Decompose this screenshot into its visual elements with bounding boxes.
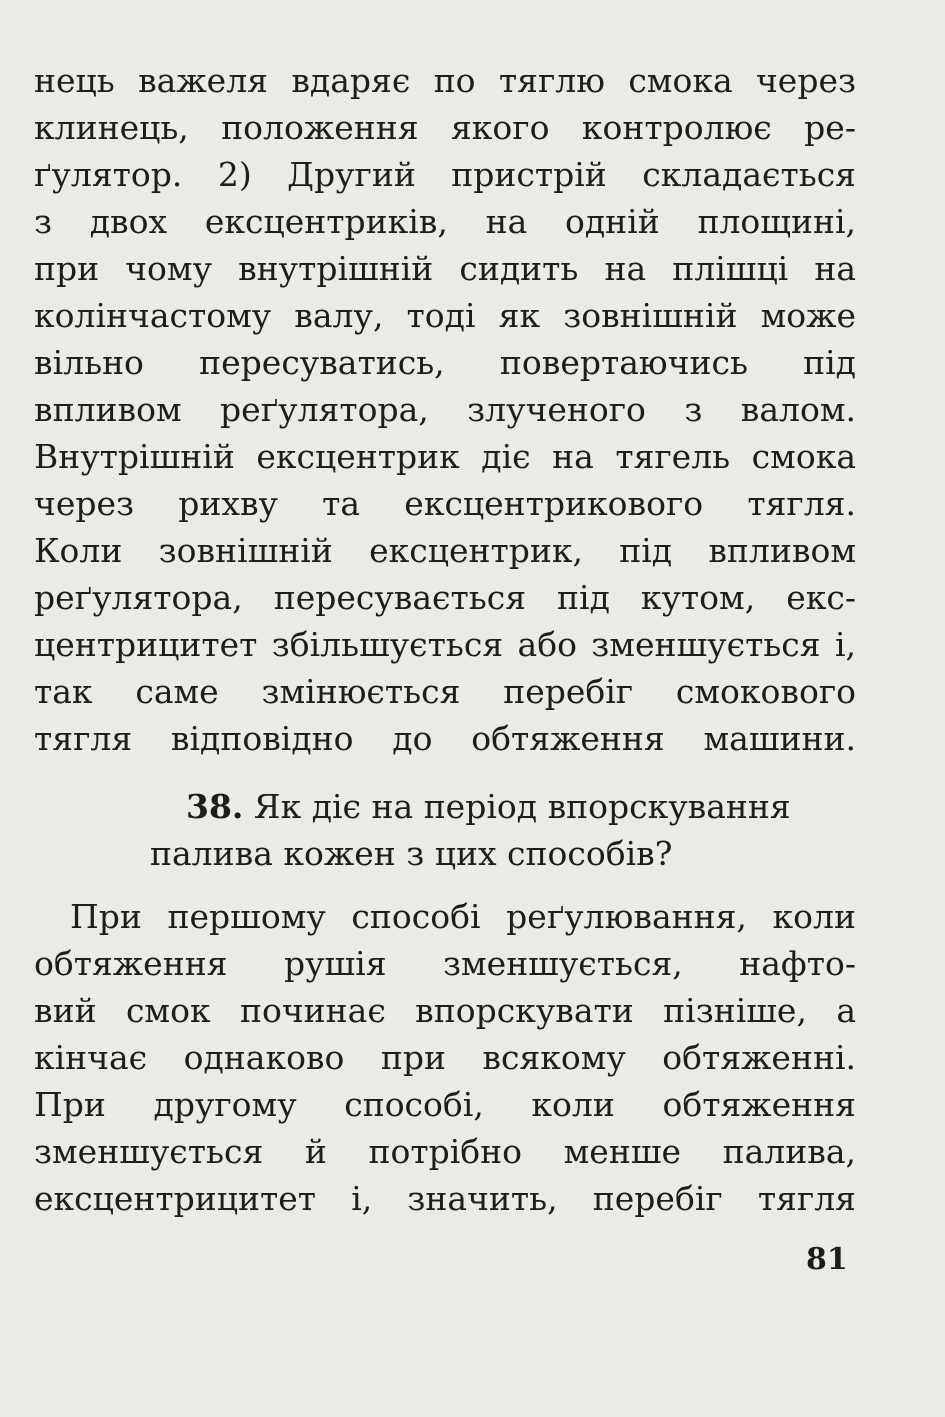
text-line: кінчає однаково при всякому обтяженні. <box>34 1038 856 1077</box>
question-line-1 <box>186 783 856 830</box>
text-line: впливом реґулятора, злученого з валом. <box>34 390 856 429</box>
text-line: ексцентрицитет і, значить, перебіг тягля <box>34 1179 856 1218</box>
text-line: вільно пересуватись, повертаючись під <box>34 343 856 382</box>
question-text-1: Як діє на період впорскування <box>253 787 791 826</box>
text-line: через рихву та ексцентрикового тягля. <box>34 484 856 523</box>
text-line: При другому способі, коли обтяження <box>34 1085 856 1124</box>
text-line: Коли зовнішній ексцентрик, під впливом <box>34 531 856 570</box>
text-line: колінчастому валу, тоді як зовнішній може <box>34 296 856 335</box>
text-line: клинець, положення якого контролює ре- <box>34 108 856 147</box>
text-line: вий смок починає впорскувати пізніше, а <box>34 991 856 1030</box>
text-line: нець важеля вдаряє по тяглю смока через <box>34 61 856 100</box>
question-number: 38. <box>186 787 244 826</box>
text-line: з двох ексцентриків, на одній площині, <box>34 202 856 241</box>
text-line: обтяження рушія зменшується, нафто- <box>34 944 856 983</box>
text-line: ґулятор. 2) Другий пристрій складається <box>34 155 856 194</box>
text-line: При першому способі реґулювання, коли <box>70 897 856 936</box>
text-line: так саме змінюється перебіг смокового <box>34 672 856 711</box>
paragraph-1 <box>34 57 856 762</box>
text-line: зменшується й потрібно менше палива, <box>34 1132 856 1171</box>
text-line: реґулятора, пересувається під кутом, екс- <box>34 578 856 617</box>
question-heading <box>150 783 856 877</box>
text-line: Внутрішній ексцентрик діє на тягель смока <box>34 437 856 476</box>
text-line: при чому внутрішній сидить на плішці на <box>34 249 856 288</box>
paragraph-2 <box>34 893 856 1222</box>
page-number: 81 <box>806 1242 848 1277</box>
text-line: тягля відповідно до обтяження машини. <box>34 719 856 758</box>
question-line-2: палива кожен з цих способів? <box>150 834 673 873</box>
text-line: центрицитет збільшується або зменшується і, <box>34 625 856 664</box>
